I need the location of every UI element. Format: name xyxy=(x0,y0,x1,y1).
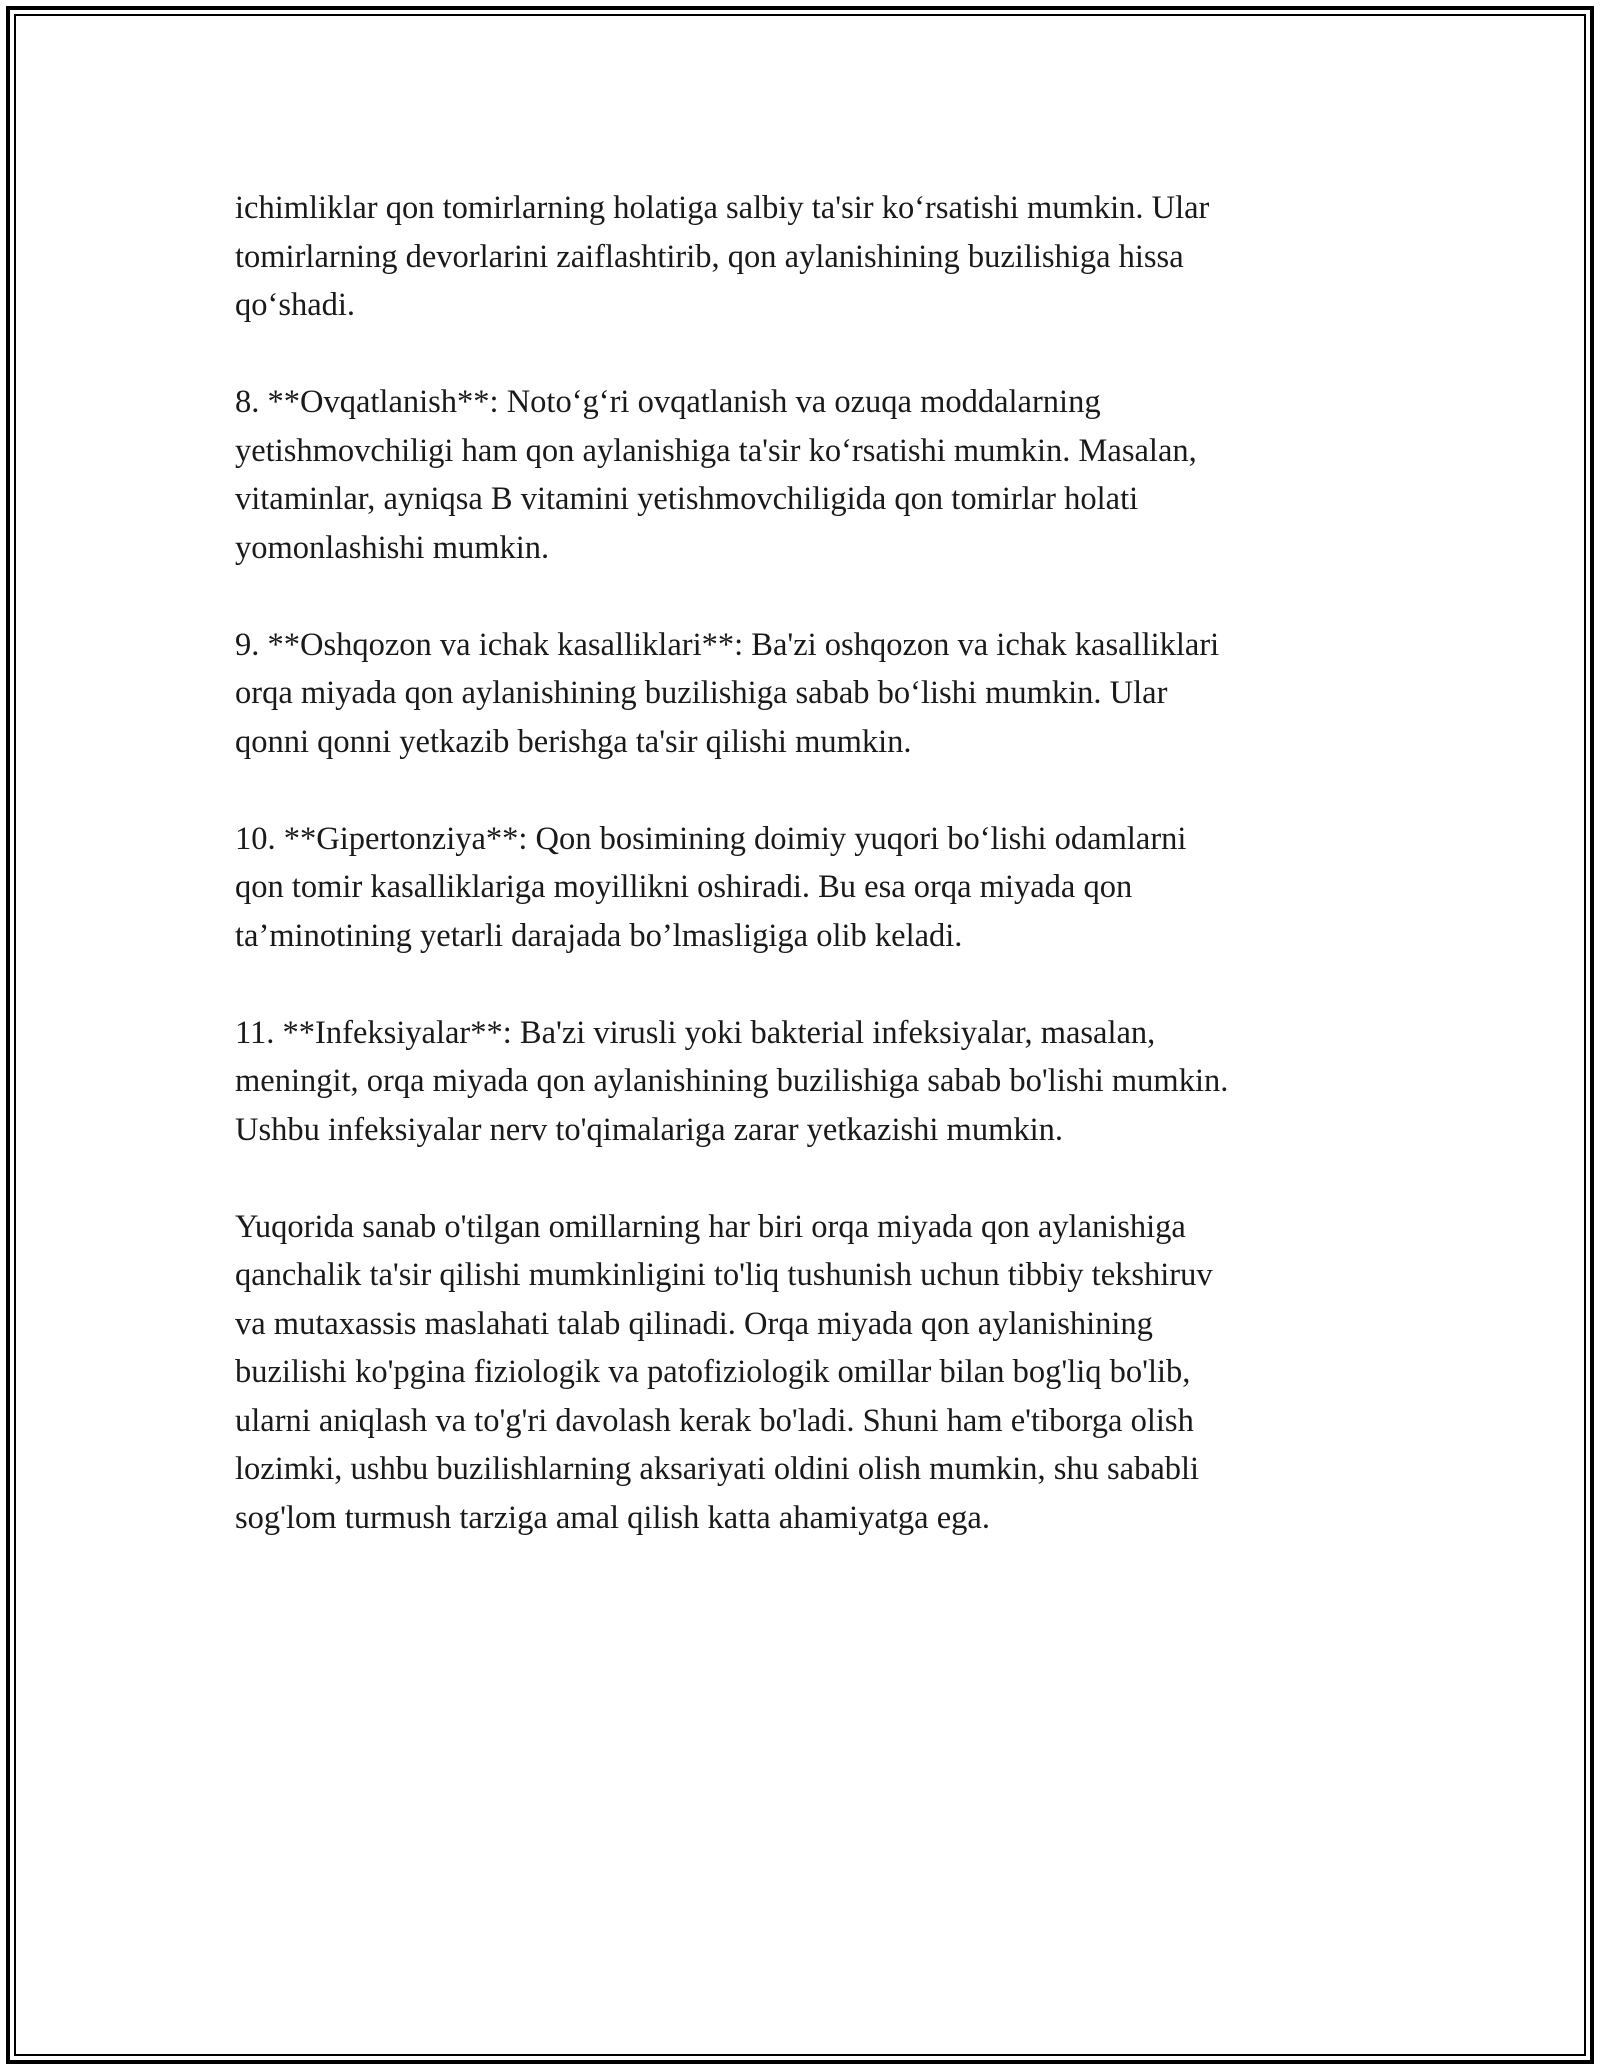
document-body xyxy=(235,184,1365,1542)
paragraph-continuation-drinks: ichimliklar qon tomirlarning holatiga salbiy ta'sir ko‘rsatishi mumkin. Ular tomirlarning devorlarini zaiflashtirib, qon aylanishining buzilishiga hissa qo‘shadi. xyxy=(235,190,1210,323)
paragraph-item-10-hypertension: 10. **Gipertonziya**: Qon bosimining doimiy yuqori bo‘lishi odamlarni qon tomir kasalliklariga moyillikni oshiradi. Bu esa orqa miyada qon ta’minotining yetarli darajada bo’lmasligiga olib keladi. xyxy=(235,820,1187,954)
paragraph-conclusion: Yuqorida sanab o'tilgan omillarning har biri orqa miyada qon aylanishiga qanchalik ta'sir qilishi mumkinligini to'liq tushunish uchun tibbiy tekshiruv va mutaxassis maslahati talab qilinadi. Orqa miyada qon aylanishining buzilishi ko'pgina fiziologik va patofiziologik omillar bilan bog'liq bo'lib, ularni aniqlash va to'g'ri davolash kerak bo'ladi. Shuni ham e'tiborga olish lozimki, ushbu buzilishlarning aksariyati oldini olish mumkin, shu sababli sog'lom turmush tarziga amal qilish katta ahamiyatga ega. xyxy=(235,1208,1213,1536)
paragraph-item-8-nutrition: 8. **Ovqatlanish**: Noto‘g‘ri ovqatlanish va ozuqa moddalarning yetishmovchiligi ham qon aylanishiga ta'sir ko‘rsatishi mumkin. Masalan, vitaminlar, ayniqsa B vitamini yetishmovchiligida qon tomirlar holati yomonlashishi mumkin. xyxy=(235,384,1197,566)
paragraph-item-9-gastro-diseases: 9. **Oshqozon va ichak kasalliklari**: Ba'zi oshqozon va ichak kasalliklari orqa miyada qon aylanishining buzilishiga sabab bo‘lishi mumkin. Ular qonni qonni yetkazib berishga ta'sir qilishi mumkin. xyxy=(235,626,1220,760)
paragraph-item-11-infections: 11. **Infeksiyalar**: Ba'zi virusli yoki bakterial infeksiyalar, masalan, meningit, orqa miyada qon aylanishining buzilishiga sabab bo'lishi mumkin. Ushbu infeksiyalar nerv to'qimalariga zarar yetkazishi mumkin. xyxy=(235,1014,1229,1148)
